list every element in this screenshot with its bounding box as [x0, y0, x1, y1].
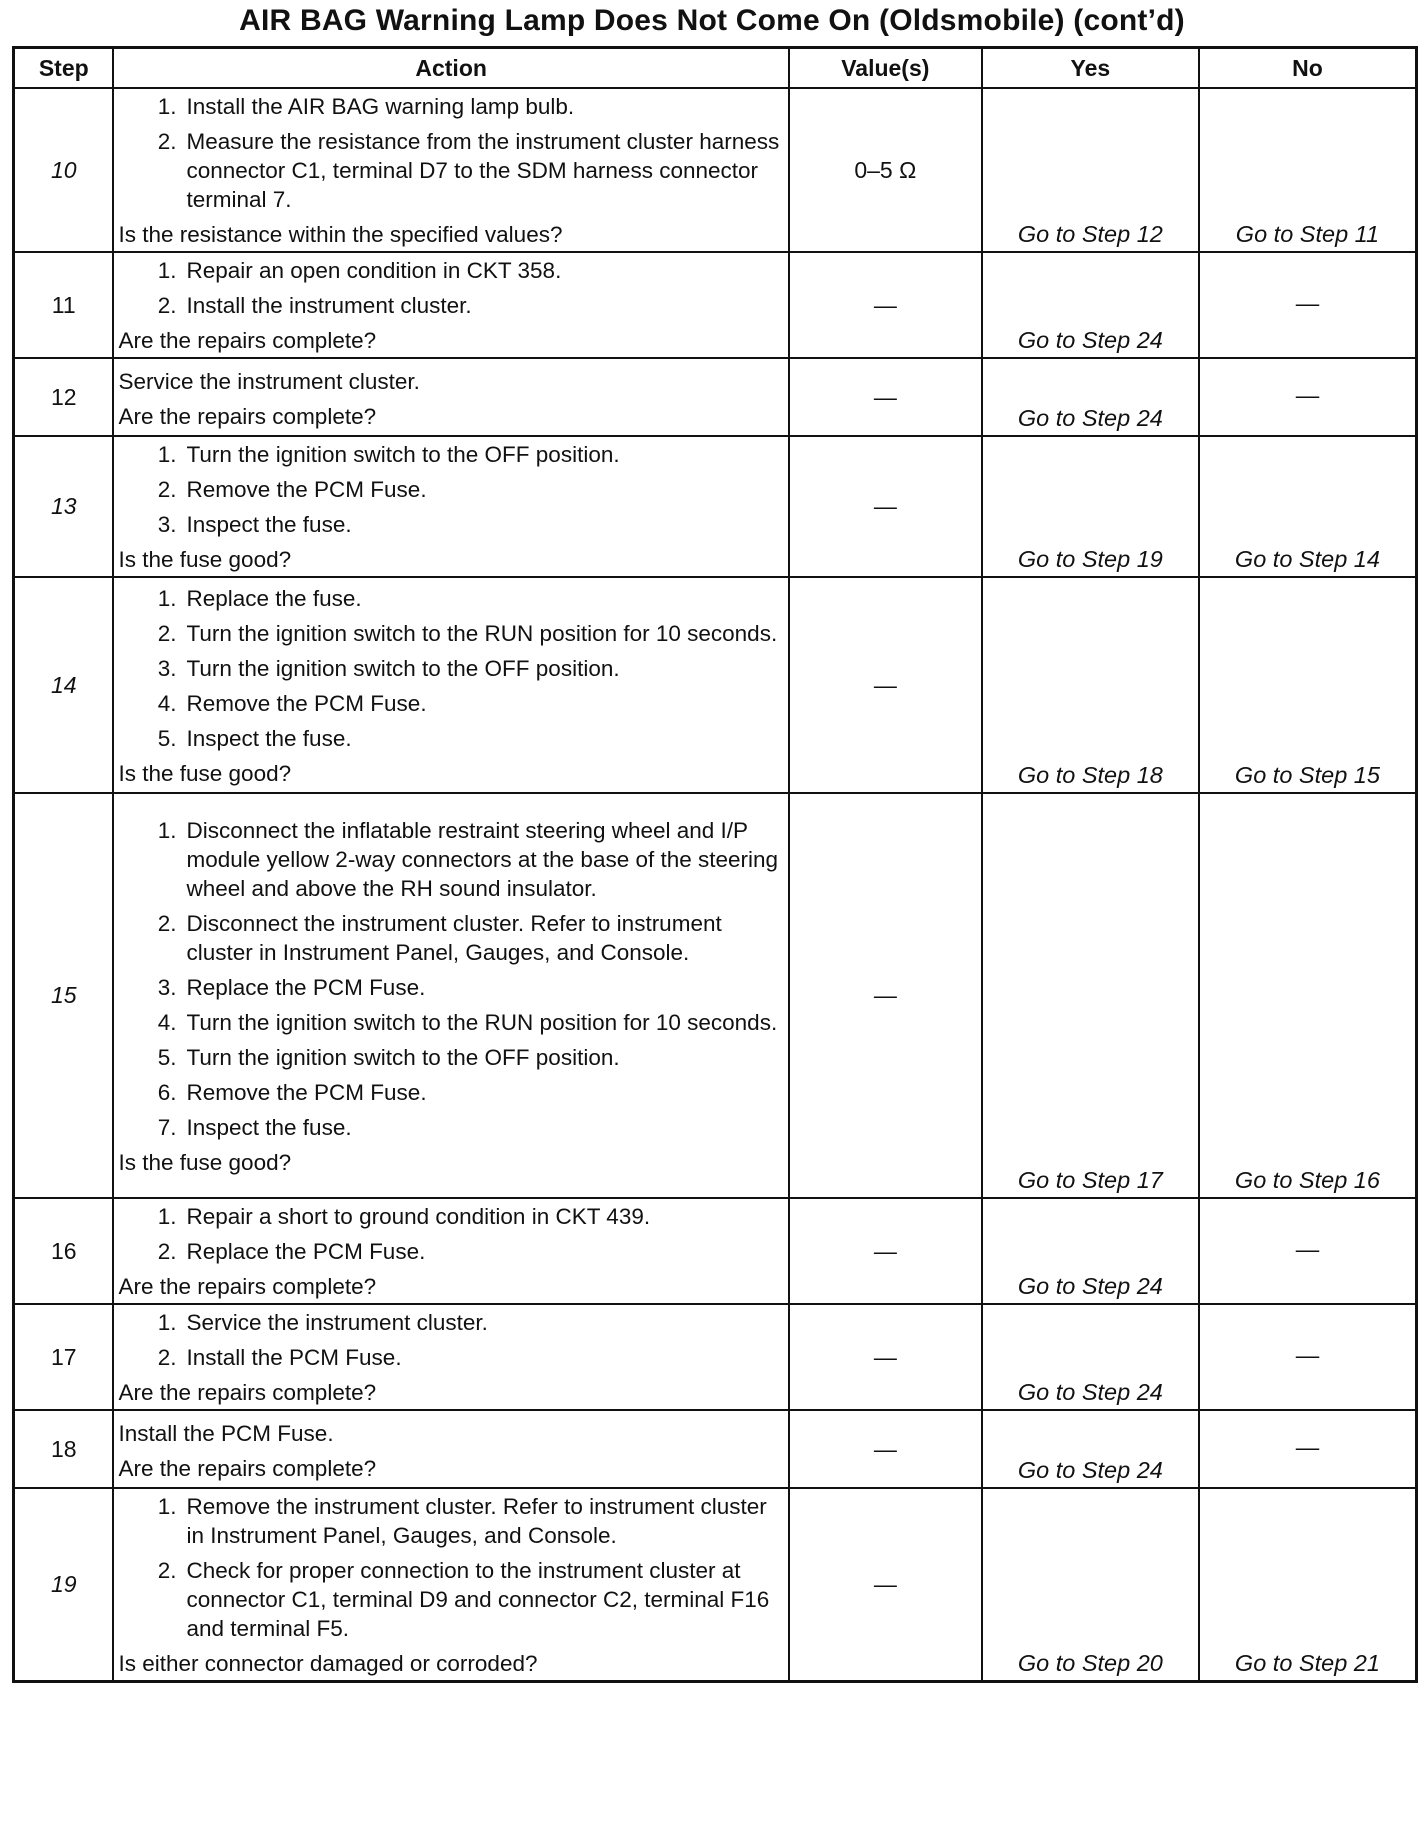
- value-cell: —: [789, 577, 982, 793]
- action-cell: [113, 1488, 788, 1682]
- step-number: 18: [14, 1410, 114, 1488]
- instruction-number: 1.: [157, 94, 177, 119]
- instruction-item: [118, 689, 781, 718]
- yes-cell: Go to Step 24: [982, 1198, 1199, 1304]
- yes-cell: Go to Step 18: [982, 577, 1199, 793]
- question-text: Are the repairs complete?: [118, 328, 377, 353]
- instruction-text: Replace the PCM Fuse.: [186, 974, 426, 1000]
- header-yes: Yes: [982, 48, 1199, 89]
- step-number: 15: [14, 793, 114, 1198]
- table-row: [14, 1488, 1417, 1682]
- header-no: No: [1199, 48, 1417, 89]
- instruction-number: 2.: [157, 1239, 177, 1264]
- instruction-item: [118, 1113, 781, 1142]
- step-number: 17: [14, 1304, 114, 1410]
- instruction-text: Remove the instrument cluster. Refer to instrument cluster in Instrument Panel, Gauges, and Console.: [186, 1494, 767, 1548]
- instruction-item: [118, 1202, 781, 1231]
- no-cell: —: [1199, 358, 1417, 436]
- no-cell: —: [1199, 252, 1417, 358]
- question-text: Are the repairs complete?: [118, 404, 377, 429]
- instruction-number: 2.: [157, 1345, 177, 1370]
- question-text: Are the repairs complete?: [118, 1380, 377, 1405]
- header-values: Value(s): [789, 48, 982, 89]
- action-cell: [113, 1304, 788, 1410]
- instruction-item: [118, 1008, 781, 1037]
- yes-cell: Go to Step 12: [982, 88, 1199, 252]
- instruction-number: 4.: [157, 690, 177, 716]
- no-cell: —: [1199, 1198, 1417, 1304]
- instruction-item: [118, 440, 781, 469]
- question-text: Is the fuse good?: [118, 547, 292, 572]
- table-row: [14, 88, 1417, 252]
- instruction-number: 2.: [157, 910, 177, 936]
- table-row: [14, 1198, 1417, 1304]
- instruction-item: [118, 475, 781, 504]
- instruction-text: Install the PCM Fuse.: [186, 1345, 402, 1370]
- value-cell: —: [789, 1488, 982, 1682]
- value-cell: —: [789, 1304, 982, 1410]
- table-header-row: [14, 48, 1417, 89]
- table-row: [14, 358, 1417, 436]
- step-number: 19: [14, 1488, 114, 1682]
- instruction-text: Turn the ignition switch to the OFF position.: [186, 655, 620, 681]
- page-title: AIR BAG Warning Lamp Does Not Come On (Oldsmobile) (cont’d): [239, 4, 1185, 37]
- instruction-text: Inspect the fuse.: [186, 1114, 352, 1140]
- yes-cell: Go to Step 24: [982, 358, 1199, 436]
- no-cell: Go to Step 11: [1199, 88, 1417, 252]
- instruction-number: 1.: [157, 1204, 177, 1229]
- instruction-number: 1.: [157, 817, 177, 843]
- yes-cell: Go to Step 17: [982, 793, 1199, 1198]
- instruction-item: [118, 1343, 781, 1372]
- table-row: [14, 436, 1417, 577]
- no-cell: Go to Step 16: [1199, 793, 1417, 1198]
- instruction-text: Turn the ignition switch to the OFF position.: [186, 1044, 620, 1070]
- instruction-text: Turn the ignition switch to the OFF position.: [186, 442, 620, 467]
- yes-cell: Go to Step 20: [982, 1488, 1199, 1682]
- instruction-item: [118, 1556, 781, 1643]
- table-row: [14, 1410, 1417, 1488]
- question-text: Is either connector damaged or corroded?: [118, 1651, 538, 1676]
- step-number: 11: [14, 252, 114, 358]
- table-body: [14, 88, 1417, 1682]
- instruction-number: 3.: [157, 974, 177, 1000]
- question-text: Is the resistance within the specified values?: [118, 222, 563, 247]
- instruction-text: Repair an open condition in CKT 358.: [186, 258, 562, 283]
- question-text: Is the fuse good?: [118, 760, 292, 786]
- instruction-number: 2.: [157, 1558, 177, 1583]
- instruction-text: Turn the ignition switch to the RUN position for 10 seconds.: [186, 620, 778, 646]
- instruction-number: 4.: [157, 1009, 177, 1035]
- instruction-number: 6.: [157, 1079, 177, 1105]
- no-cell: Go to Step 21: [1199, 1488, 1417, 1682]
- instruction-item: [118, 909, 781, 967]
- instruction-text: Install the AIR BAG warning lamp bulb.: [186, 94, 575, 119]
- instruction-item: [118, 291, 781, 320]
- instruction-text: Inspect the fuse.: [186, 725, 352, 751]
- table-row: [14, 577, 1417, 793]
- action-text: Service the instrument cluster.: [118, 369, 420, 394]
- instruction-item: [118, 1492, 781, 1550]
- step-number: 12: [14, 358, 114, 436]
- action-cell: [113, 358, 788, 436]
- instruction-number: 5.: [157, 1044, 177, 1070]
- instruction-item: [118, 816, 781, 903]
- instruction-number: 1.: [157, 1310, 177, 1335]
- instruction-item: [118, 619, 781, 648]
- instruction-number: 2.: [157, 620, 177, 646]
- table-row: [14, 1304, 1417, 1410]
- instruction-item: [118, 510, 781, 539]
- instruction-item: [118, 584, 781, 613]
- value-cell: —: [789, 436, 982, 577]
- instruction-text: Remove the PCM Fuse.: [186, 690, 427, 716]
- instruction-text: Replace the fuse.: [186, 585, 362, 611]
- instruction-item: [118, 1043, 781, 1072]
- instruction-number: 5.: [157, 725, 177, 751]
- instruction-number: 1.: [157, 585, 177, 611]
- action-cell: [113, 1410, 788, 1488]
- instruction-text: Inspect the fuse.: [186, 512, 352, 537]
- instruction-item: [118, 654, 781, 683]
- instruction-number: 2.: [157, 293, 177, 318]
- step-number: 16: [14, 1198, 114, 1304]
- instruction-item: [118, 973, 781, 1002]
- instruction-number: 2.: [157, 477, 177, 502]
- table-row: [14, 252, 1417, 358]
- instruction-text: Disconnect the instrument cluster. Refer to instrument cluster in Instrument Panel, Gauges, and Console.: [186, 910, 722, 965]
- instruction-number: 3.: [157, 512, 177, 537]
- question-text: Is the fuse good?: [118, 1149, 292, 1175]
- instruction-number: 7.: [157, 1114, 177, 1140]
- instruction-number: 1.: [157, 258, 177, 283]
- value-cell: —: [789, 1410, 982, 1488]
- value-cell: —: [789, 1198, 982, 1304]
- step-number: 13: [14, 436, 114, 577]
- action-text: Install the PCM Fuse.: [118, 1421, 334, 1446]
- instruction-item: [118, 92, 781, 121]
- instruction-text: Service the instrument cluster.: [186, 1310, 488, 1335]
- diagnostic-table: [12, 46, 1418, 1683]
- instruction-text: Repair a short to ground condition in CKT 439.: [186, 1204, 651, 1229]
- step-number: 14: [14, 577, 114, 793]
- value-cell: —: [789, 358, 982, 436]
- instruction-item: [118, 256, 781, 285]
- value-cell: 0–5 Ω: [789, 88, 982, 252]
- yes-cell: Go to Step 24: [982, 1410, 1199, 1488]
- action-cell: [113, 436, 788, 577]
- instruction-text: Remove the PCM Fuse.: [186, 477, 427, 502]
- value-cell: —: [789, 793, 982, 1198]
- action-cell: [113, 88, 788, 252]
- action-cell: [113, 577, 788, 793]
- instruction-text: Remove the PCM Fuse.: [186, 1079, 427, 1105]
- yes-cell: Go to Step 24: [982, 1304, 1199, 1410]
- table-row: [14, 793, 1417, 1198]
- instruction-text: Replace the PCM Fuse.: [186, 1239, 426, 1264]
- no-cell: Go to Step 15: [1199, 577, 1417, 793]
- instruction-number: 2.: [157, 129, 177, 154]
- instruction-text: Measure the resistance from the instrument cluster harness connector C1, terminal D7 to the SDM harness connector terminal 7.: [186, 129, 780, 212]
- instruction-item: [118, 1078, 781, 1107]
- header-step: Step: [14, 48, 114, 89]
- instruction-text: Install the instrument cluster.: [186, 293, 472, 318]
- instruction-number: 1.: [157, 442, 177, 467]
- instruction-item: [118, 1308, 781, 1337]
- no-cell: Go to Step 14: [1199, 436, 1417, 577]
- instruction-text: Turn the ignition switch to the RUN position for 10 seconds.: [186, 1009, 778, 1035]
- question-text: Are the repairs complete?: [118, 1274, 377, 1299]
- instruction-item: [118, 127, 781, 214]
- yes-cell: Go to Step 24: [982, 252, 1199, 358]
- action-cell: [113, 252, 788, 358]
- no-cell: —: [1199, 1304, 1417, 1410]
- instruction-number: 1.: [157, 1494, 177, 1519]
- question-text: Are the repairs complete?: [118, 1456, 377, 1481]
- no-cell: —: [1199, 1410, 1417, 1488]
- instruction-text: Disconnect the inflatable restraint steering wheel and I/P module yellow 2-way connectors at the base of the steering wheel and above the RH sound insulator.: [186, 817, 779, 901]
- header-action: Action: [113, 48, 788, 89]
- action-cell: [113, 1198, 788, 1304]
- step-number: 10: [14, 88, 114, 252]
- instruction-text: Check for proper connection to the instrument cluster at connector C1, terminal D9 and connector C2, terminal F16 and terminal F5.: [186, 1558, 770, 1641]
- instruction-number: 3.: [157, 655, 177, 681]
- action-cell: [113, 793, 788, 1198]
- instruction-item: [118, 724, 781, 753]
- instruction-item: [118, 1237, 781, 1266]
- value-cell: —: [789, 252, 982, 358]
- yes-cell: Go to Step 19: [982, 436, 1199, 577]
